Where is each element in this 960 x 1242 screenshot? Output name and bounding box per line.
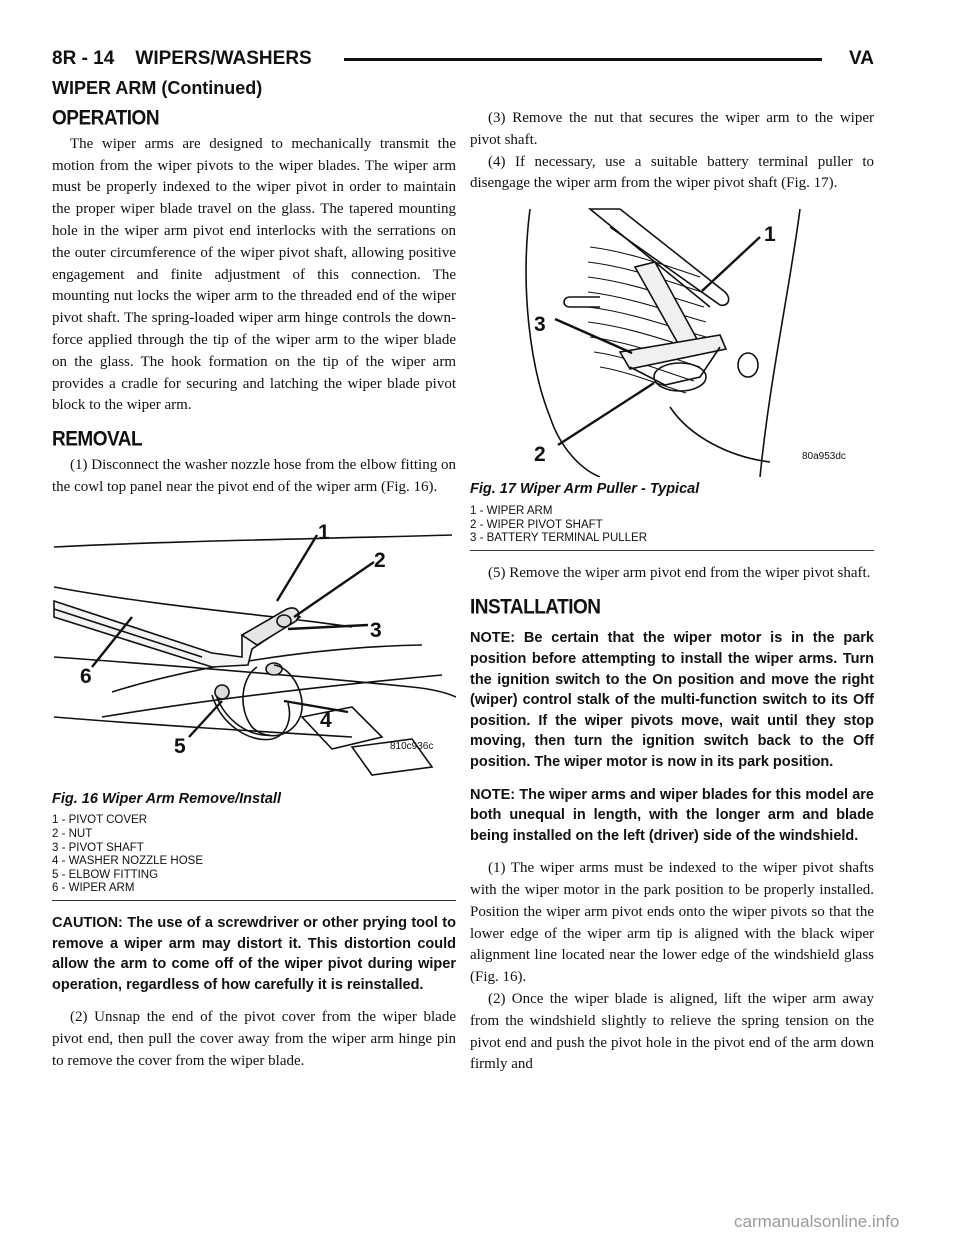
- fig16-callout-4: 4: [320, 708, 332, 732]
- installation-note-2: NOTE: The wiper arms and wiper blades for this model are both unequal in length, with the longer arm and blade being installed on the left (driver) side of the windshield.: [470, 786, 874, 844]
- operation-paragraph: The wiper arms are designed to mechanically transmit the motion from the wiper pivots to the wiper blades. The wiper arm must be properly indexed to the wiper pivot in order to maintain the proper wiper blade travel on the glass. The tapered mounting hole in the wiper arm pivot end interlocks with the serrations on the outer circumference of the wiper pivot shaft, allowing positive engagement and finite adjustment of this connection. The mounting nut locks the wiper arm to the threaded end of the wiper pivot shaft. The spring-loaded wiper arm hinge controls the down-force applied through the tip of the wiper arm to the wiper blade on the glass. The hook formation on the tip of the wiper arm provides a cradle for securing and latching the wiper blade pivot block to the wiper arm.: [52, 135, 456, 414]
- right-column: [470, 108, 874, 1076]
- removal-step-1: (1) Disconnect the washer nozzle hose from the elbow fitting on the cowl top panel near the pivot end of the wiper arm (Fig. 16).: [52, 456, 456, 495]
- operation-heading: OPERATION: [52, 106, 160, 131]
- header-rule: [344, 58, 822, 61]
- fig16-legend-item: 6 - WIPER ARM: [52, 882, 135, 895]
- installation-step-2: (2) Once the wiper blade is aligned, lift the wiper arm away from the windshield slightly to relieve the spring tension on the pivot end and push the pivot hole in the pivot end of the arm down firmly and: [470, 991, 874, 1073]
- fig16-legend-item: 3 - PIVOT SHAFT: [52, 841, 144, 854]
- removal-step-5: (5) Remove the wiper arm pivot end from the wiper pivot shaft.: [488, 564, 871, 581]
- removal-step-3: (3) Remove the nut that secures the wiper arm to the wiper pivot shaft.: [470, 110, 874, 148]
- removal-step-2: (2) Unsnap the end of the pivot cover from the wiper blade pivot end, then pull the cover away from the wiper arm hinge pin to remove the cover from the wiper blade.: [52, 1009, 456, 1069]
- installation-note-1: NOTE: Be certain that the wiper motor is in the park position before attempting to install the wiper arms. Turn the ignition switch to the On position and move the right (wiper) control stalk of the multi-function switch to its Off position. If the wiper pivots move, wait until they stop moving, then turn the ignition switch back to the Off position. The wiper motor is now in its park position.: [470, 630, 874, 770]
- header-right: VA: [849, 48, 874, 69]
- figure-17-caption: Fig. 17 Wiper Arm Puller - Typical: [470, 481, 700, 498]
- fig17-code: 80a953dc: [802, 451, 846, 463]
- page-header: [52, 48, 874, 76]
- installation-step-1: (1) The wiper arms must be indexed to the wiper pivot shafts with the wiper motor in the park position to be properly installed. Position the wiper arm pivot ends onto the wiper pivots so that the lower edge of the wiper arm tip is aligned with the black wiper alignment line located near the lower edge of the windshield glass (Fig. 16).: [470, 860, 874, 986]
- fig17-callout-1: 1: [764, 223, 776, 247]
- figure-16-illustration: [52, 517, 456, 787]
- fig16-callout-3: 3: [370, 618, 382, 642]
- fig16-callout-2: 2: [374, 548, 386, 572]
- fig16-callout-6: 6: [80, 664, 92, 688]
- fig16-legend-item: 1 - PIVOT COVER: [52, 814, 148, 827]
- fig16-legend-item: 5 - ELBOW FITTING: [52, 868, 159, 881]
- fig17-legend-item: 2 - WIPER PIVOT SHAFT: [470, 518, 603, 531]
- fig16-legend-item: 4 - WASHER NOZZLE HOSE: [52, 855, 204, 868]
- fig16-code: 810c936c: [390, 740, 434, 752]
- figure-16-caption: Fig. 16 Wiper Arm Remove/Install: [52, 790, 281, 807]
- figure-17: [470, 207, 874, 551]
- continued-title: WIPER ARM (Continued): [52, 78, 263, 98]
- fig17-legend-item: 1 - WIPER ARM: [470, 504, 553, 517]
- figure-16-legend: [52, 814, 456, 901]
- fig16-legend-item: 2 - NUT: [52, 827, 93, 840]
- removal-heading: REMOVAL: [52, 427, 143, 452]
- figure-17-legend: [470, 505, 874, 551]
- left-column: [52, 108, 456, 1073]
- installation-heading: INSTALLATION: [470, 595, 601, 619]
- caution-note: CAUTION: The use of a screwdriver or other prying tool to remove a wiper arm may distort it. This distortion could allow the arm to come off of the wiper pivot during wiper operation, regardless of how carefully it is reinstalled.: [52, 914, 456, 993]
- fig17-callout-2: 2: [534, 443, 546, 467]
- fig17-legend-item: 3 - BATTERY TERMINAL PULLER: [470, 532, 648, 545]
- header-left: 8R - 14 WIPERS/WASHERS: [52, 48, 312, 69]
- figure-17-illustration: [470, 207, 874, 477]
- removal-step-4: (4) If necessary, use a suitable battery terminal puller to disengage the wiper arm from the wiper pivot shaft (Fig. 17).: [470, 153, 874, 192]
- fig16-callout-5: 5: [174, 734, 186, 758]
- fig16-callout-1: 1: [318, 520, 330, 544]
- figure-16: [52, 517, 456, 901]
- fig17-callout-3: 3: [534, 313, 546, 337]
- watermark: carmanualsonline.info: [734, 1212, 900, 1231]
